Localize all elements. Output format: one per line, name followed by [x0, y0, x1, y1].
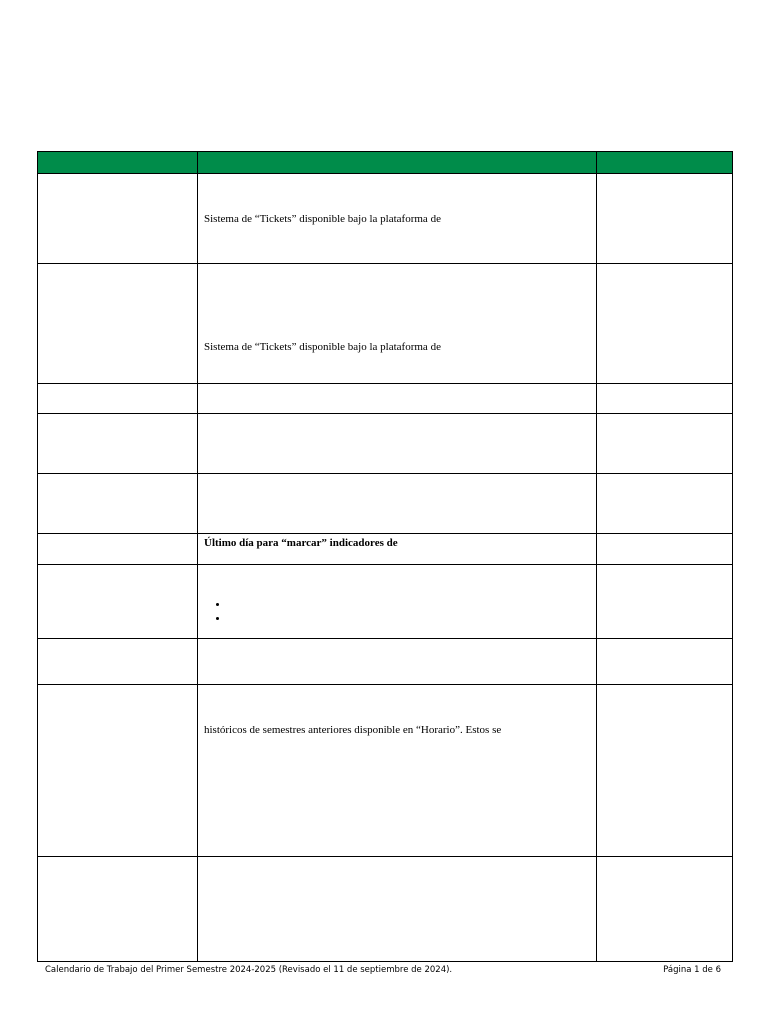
responsible-cell: [597, 384, 733, 414]
bullet-list-item: [216, 611, 590, 625]
table-row: [38, 474, 733, 534]
activity-text: Sistema de “Tickets” disponible bajo la plataforma de: [204, 212, 441, 225]
footer-document-title: Calendario de Trabajo del Primer Semestre 2024-2025 (Revisado el 11 de septiembre de 2024).: [45, 965, 453, 975]
date-cell: [38, 685, 198, 857]
responsible-cell: [597, 857, 733, 962]
activity-cell: [198, 174, 597, 264]
date-cell: [38, 534, 198, 565]
date-cell: [38, 174, 198, 264]
table-row: [38, 264, 733, 384]
responsible-cell: [597, 685, 733, 857]
header-cell-responsible: [597, 152, 733, 174]
footer-page-number: Página 1 de 6: [663, 965, 721, 975]
table-row: [38, 857, 733, 962]
responsible-cell: [597, 565, 733, 639]
activity-text: históricos de semestres anteriores disponible en “Horario”. Estos se: [204, 724, 502, 736]
date-cell: [38, 474, 198, 534]
table-row: [38, 565, 733, 639]
activity-cell: [198, 639, 597, 685]
bullet-dot-icon: [216, 617, 219, 620]
responsible-cell: [597, 474, 733, 534]
responsible-cell: [597, 174, 733, 264]
table-header-row: [38, 152, 733, 174]
date-cell: [38, 264, 198, 384]
table-row: [38, 639, 733, 685]
table-row: [38, 174, 733, 264]
activity-text: Sistema de “Tickets” disponible bajo la plataforma de: [204, 341, 441, 353]
activity-cell: [198, 534, 597, 565]
bullet-list-item: [216, 597, 590, 611]
responsible-cell: [597, 414, 733, 474]
calendar-table: [37, 151, 733, 962]
date-cell: [38, 384, 198, 414]
date-cell: [38, 639, 198, 685]
table-row: [38, 414, 733, 474]
header-cell-activity: [198, 152, 597, 174]
table-row: [38, 685, 733, 857]
responsible-cell: [597, 264, 733, 384]
table-row: [38, 384, 733, 414]
bullet-list: [204, 597, 590, 625]
activity-cell: [198, 474, 597, 534]
table-row: [38, 534, 733, 565]
responsible-cell: [597, 639, 733, 685]
header-cell-date: [38, 152, 198, 174]
bullet-dot-icon: [216, 603, 219, 606]
activity-cell: [198, 414, 597, 474]
activity-cell: [198, 384, 597, 414]
activity-cell: [198, 264, 597, 384]
date-cell: [38, 857, 198, 962]
date-cell: [38, 414, 198, 474]
date-cell: [38, 565, 198, 639]
activity-text-bold: Último día para “marcar” indicadores de: [204, 537, 398, 549]
activity-cell: [198, 685, 597, 857]
activity-cell: [198, 565, 597, 639]
responsible-cell: [597, 534, 733, 565]
activity-cell: [198, 857, 597, 962]
